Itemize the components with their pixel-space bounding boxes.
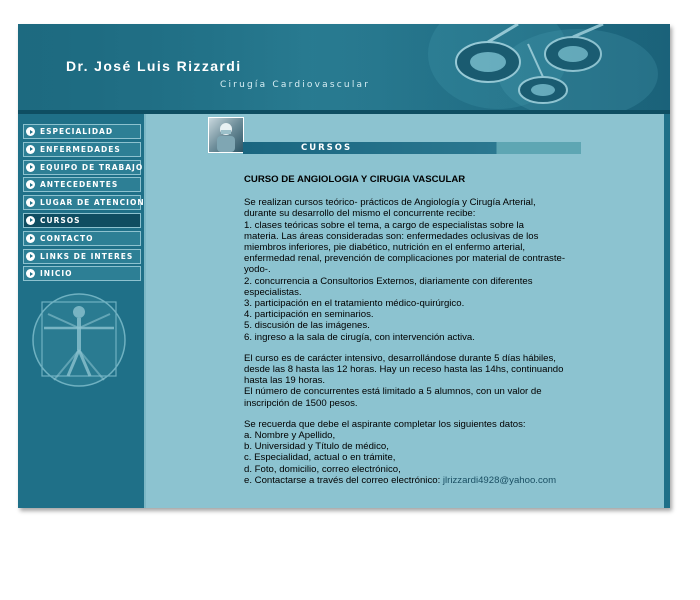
sidebar-item-label: LUGAR DE ATENCION	[40, 198, 145, 208]
text-line: El curso es de carácter intensivo, desarrollándose durante 5 días hábiles,	[244, 352, 556, 364]
text-line: hasta las 19 horas.	[244, 375, 326, 387]
text-line: 4. participación en seminarios.	[244, 309, 374, 321]
site-subtitle: Cirugía Cardiovascular	[220, 80, 371, 90]
sidebar-item-label: CONTACTO	[40, 233, 94, 243]
text-line: inscripción de 1500 pesos.	[244, 397, 358, 409]
sidebar-item-antecedentes[interactable]	[23, 177, 141, 192]
text-line: d. Foto, domicilio, correo electrónico,	[244, 463, 401, 475]
vitruvian-man-image	[30, 284, 128, 392]
requirements-paragraph	[244, 419, 584, 486]
text-line: especialistas.	[244, 286, 302, 298]
arrow-right-icon	[26, 163, 35, 172]
text-line: 3. participación en el tratamiento médico-quirúrgico.	[244, 298, 465, 310]
text-line: miembros inferiores, pie diabético, nutrición en el enfermo arterial,	[244, 242, 526, 254]
sidebar	[18, 114, 146, 508]
sidebar-item-enfermedades[interactable]	[23, 142, 141, 157]
course-article	[244, 174, 584, 486]
main-content	[146, 114, 670, 508]
sidebar-item-equipo-de-trabajo[interactable]	[23, 160, 144, 175]
sidebar-item-especialidad[interactable]	[23, 124, 141, 139]
article-heading: CURSO DE ANGIOLOGIA Y CIRUGIA VASCULAR	[244, 174, 466, 185]
spacer	[244, 343, 584, 353]
section-title: CURSOS	[301, 143, 353, 153]
sidebar-item-label: ENFERMEDADES	[40, 144, 121, 154]
sidebar-item-links-de-interes[interactable]	[23, 249, 141, 264]
text-line: durante su desarrollo del mismo el concurrente recibe:	[244, 208, 476, 220]
text-line: materia. Las áreas consideradas son: enfermedades oclusivas de los	[244, 230, 539, 242]
arrow-right-icon	[26, 145, 35, 154]
text-line: yodo-.	[244, 264, 271, 276]
sidebar-item-contacto[interactable]	[23, 231, 141, 246]
site-title: Dr. José Luis Rizzardi	[66, 58, 242, 74]
site-header	[18, 24, 670, 110]
arrow-right-icon	[26, 269, 35, 278]
arrow-right-icon	[26, 252, 35, 261]
sidebar-item-cursos[interactable]	[23, 213, 141, 228]
sidebar-nav	[23, 124, 145, 284]
right-border	[664, 114, 670, 508]
sidebar-item-label: ANTECEDENTES	[40, 180, 119, 190]
text-line: Se realizan cursos teórico- prácticos de Angiología y Cirugía Arterial,	[244, 197, 536, 209]
arrow-right-icon	[26, 216, 35, 225]
sidebar-item-inicio[interactable]	[23, 266, 141, 281]
arrow-right-icon	[26, 234, 35, 243]
text-line: 6. ingreso a la sala de cirugía, con intervención activa.	[244, 331, 475, 343]
section-title-bar	[243, 142, 581, 154]
text-line: c. Especialidad, actual o en trámite,	[244, 452, 396, 464]
contact-email-link[interactable]: jlrizzardi4928@yahoo.com	[442, 474, 557, 486]
surgeon-photo-icon	[208, 117, 244, 153]
arrow-right-icon	[26, 198, 35, 207]
text-line: desde las 8 hasta las 12 horas. Hay un receso hasta las 14hs, continuando	[244, 364, 564, 376]
text-line: El número de concurrentes está limitado a 5 alumnos, con un valor de	[244, 386, 542, 398]
arrow-right-icon	[26, 180, 35, 189]
text-line: a. Nombre y Apellido,	[244, 430, 336, 442]
text-line: b. Universidad y Título de médico,	[244, 441, 389, 453]
sidebar-item-label: ESPECIALIDAD	[40, 127, 114, 136]
sidebar-item-label: CURSOS	[40, 215, 81, 225]
spacer	[244, 409, 584, 419]
text-line: 5. discusión de las imágenes.	[244, 320, 370, 332]
arrow-right-icon	[26, 127, 35, 136]
sidebar-item-label: LINKS DE INTERES	[40, 251, 134, 261]
text-line: 1. clases teóricas sobre el tema, a cargo de especialistas sobre la	[244, 219, 524, 231]
text-line: enfermedad renal, prevención de complicaciones por material de contraste-	[244, 253, 566, 265]
sidebar-item-lugar-de-atencion[interactable]	[23, 195, 145, 210]
page-frame	[18, 24, 670, 508]
contact-prefix: e. Contactarse a través del correo electrónico:	[244, 474, 443, 486]
text-line: 2. concurrencia a Consultorios Externos, diariamente con diferentes	[244, 275, 533, 287]
intro-paragraph	[244, 197, 584, 343]
text-line: Se recuerda que debe el aspirante completar los siguientes datos:	[244, 418, 526, 430]
sidebar-item-label: EQUIPO DE TRABAJO	[40, 162, 144, 172]
contact-line	[244, 475, 584, 486]
details-paragraph	[244, 353, 584, 409]
sidebar-item-label: INICIO	[40, 269, 73, 279]
